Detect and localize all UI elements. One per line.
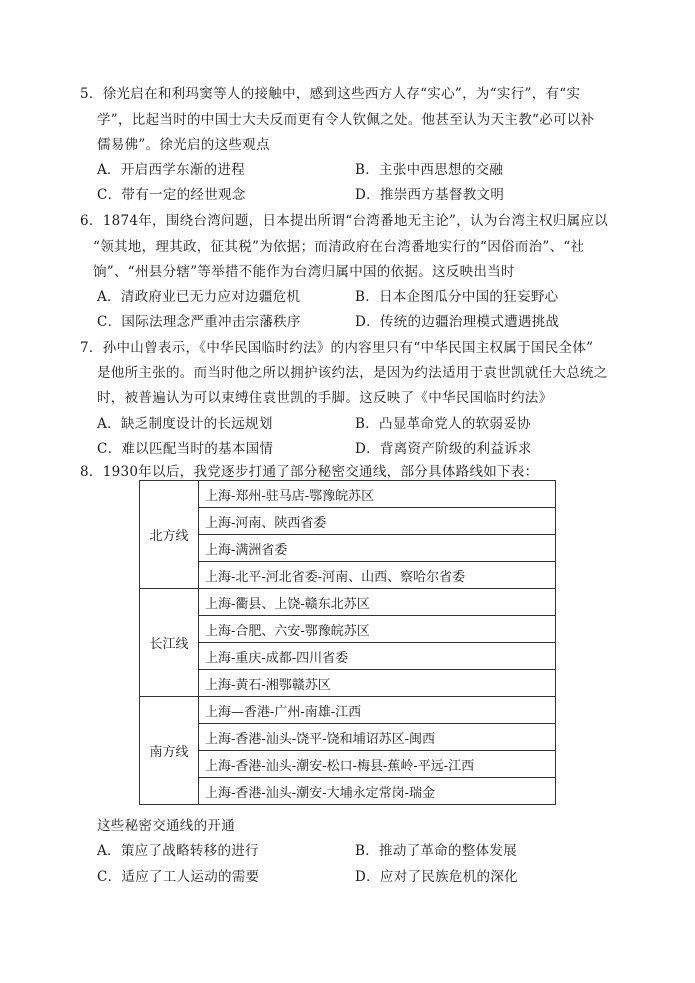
question-8-option-d[interactable]: D．应对了民族危机的深化 [355,869,518,885]
route-cell: 上海-合肥、六安-鄂豫皖苏区 [199,616,556,643]
region-north: 北方线 [140,481,199,589]
region-yangtze: 长江线 [140,589,199,697]
question-5-option-b[interactable]: B．主张中西思想的交融 [355,162,504,178]
table-row [140,778,556,805]
route-cell: 上海-重庆-成都-四川省委 [199,643,556,670]
route-cell: 上海-郑州-驻马店-鄂豫皖苏区 [199,481,556,508]
route-cell: 上海-黄石-湘鄂赣苏区 [199,670,556,697]
table-row [140,724,556,751]
table-row [140,643,556,670]
question-6-option-b[interactable]: B．日本企图瓜分中国的狂妄野心 [355,289,559,305]
question-5-line-3: 儒易佛”。徐光启的这些观点 [97,137,270,153]
route-cell: 上海-香港-汕头-饶平-饶和埔诏苏区-闽西 [199,724,556,751]
table-row [140,589,556,616]
question-8-option-a[interactable]: A．策应了战略转移的进行 [97,843,259,859]
question-7-line-1: 7．孙中山曾表示，《中华民国临时约法》的内容里只有“中华民国主权属于国民全体” [80,340,594,356]
question-7-option-c[interactable]: C．难以匹配当时的基本国情 [97,441,274,457]
route-cell: 上海—香港-广州-南雄-江西 [199,697,556,724]
question-7-option-a[interactable]: A．缺乏制度设计的长远规划 [97,416,273,432]
question-6-option-a[interactable]: A．清政府业已无力应对边疆危机 [97,289,301,305]
question-6-option-d[interactable]: D．传统的边疆治理模式遭遇挑战 [355,314,560,330]
question-6-line-2: “领其地，理其政，征其税”为依据；而清政府在台湾番地实行的“因俗而治”、“社 [93,239,585,255]
question-7-line-2: 是他所主张的。而当时他之所以拥护该约法，是因为约法适用于袁世凯就任大总统之 [97,365,608,381]
question-5-line-1: 5．徐光启在和利玛窦等人的接触中，感到这些西方人存“实心”，为“实行”，有“实 [80,86,581,102]
question-8-intro: 8．1930年以后，我党逐步打通了部分秘密交通线，部分具体路线如下表： [80,464,539,480]
table-row [140,481,556,508]
route-cell: 上海-香港-汕头-潮安-松口-梅县-蕉岭-平远-江西 [199,751,556,778]
table-row [140,535,556,562]
route-cell: 上海-满洲省委 [199,535,556,562]
question-8-stem: 这些秘密交通线的开通 [97,818,235,834]
question-5-option-d[interactable]: D．推崇西方基督教文明 [355,187,505,203]
region-south: 南方线 [140,697,199,805]
question-5-option-c[interactable]: C．带有一定的经世观念 [97,187,246,203]
question-7-option-d[interactable]: D．背离资产阶级的利益诉求 [355,441,532,457]
question-6-line-1: 6．1874年，围绕台湾问题，日本提出所谓“台湾番地无主论”，认为台湾主权归属应以 [80,213,609,229]
table-row [140,751,556,778]
route-cell: 上海-香港-汕头-潮安-大埔永定常岗-瑞金 [199,778,556,805]
route-cell: 上海-河南、陕西省委 [199,508,556,535]
question-6-line-3: 饷”、“州县分辖”等举措不能作为台湾归属中国的依据。这反映出当时 [93,264,515,280]
question-5-option-a[interactable]: A．开启西学东渐的进程 [97,162,246,178]
route-table [139,480,556,805]
route-cell: 上海-衢县、上饶-赣东北苏区 [199,589,556,616]
table-row [140,616,556,643]
question-5-line-2: 学”，比起当时的中国士大夫反而更有令人钦佩之处。他甚至认为天主教“必可以补 [97,112,595,128]
table-row [140,670,556,697]
question-7-line-3: 时，被普遍认为可以束缚住袁世凯的手脚。这反映了《中华民国临时约法》 [97,390,553,406]
table-row [140,697,556,724]
question-8-option-c[interactable]: C．适应了工人运动的需要 [97,869,260,885]
table-row [140,562,556,589]
question-8-option-b[interactable]: B．推动了革命的整体发展 [355,843,518,859]
table-row [140,508,556,535]
question-6-option-c[interactable]: C．国际法理念严重冲击宗藩秩序 [97,314,301,330]
question-7-option-b[interactable]: B．凸显革命党人的软弱妥协 [355,416,531,432]
route-cell: 上海-北平-河北省委-河南、山西、察哈尔省委 [199,562,556,589]
